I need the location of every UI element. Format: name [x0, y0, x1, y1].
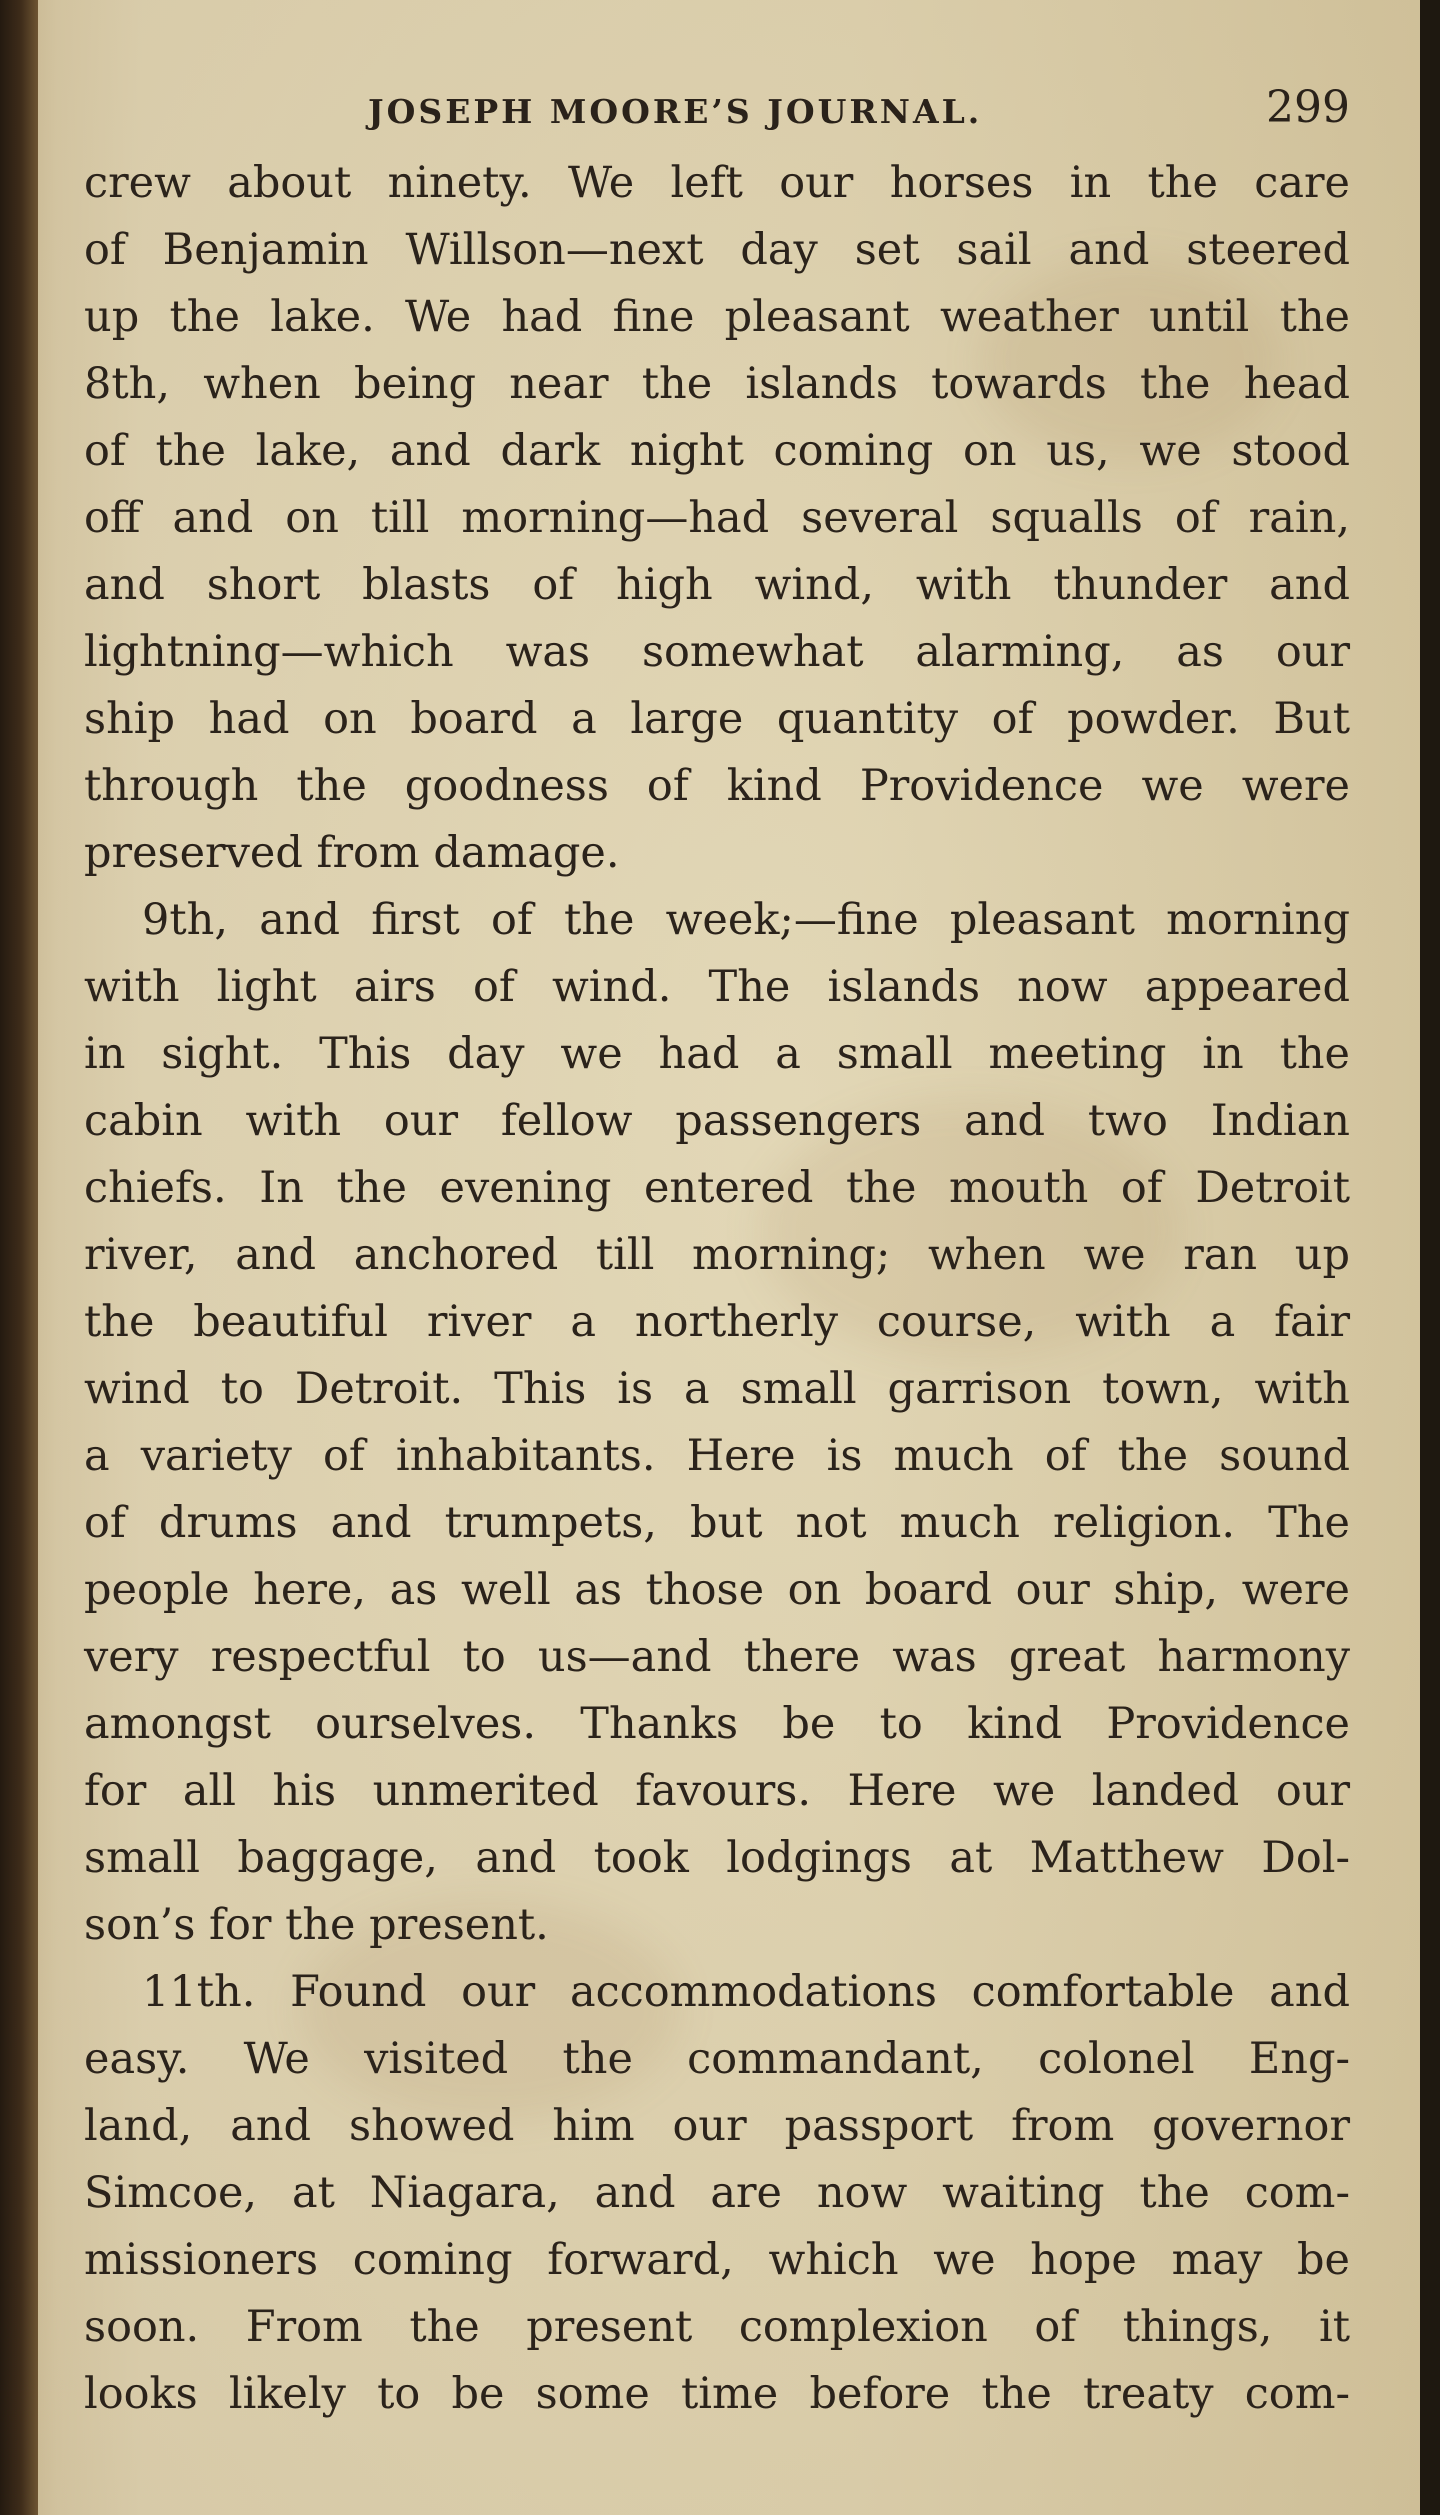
text-line: amongst ourselves. Thanks be to kind Providence	[84, 1699, 1350, 1749]
text-line: Simcoe, at Niagara, and are now waiting the com-	[84, 2168, 1350, 2218]
text-line: and short blasts of high wind, with thunder and	[84, 560, 1350, 610]
text-line: chiefs. In the evening entered the mouth of Detroit	[84, 1163, 1350, 1213]
text-line: missioners coming forward, which we hope may be	[84, 2235, 1350, 2285]
running-head: JOSEPH MOORE’S JOURNAL.	[368, 92, 983, 131]
text-line: preserved from damage.	[84, 828, 620, 878]
text-line: with light airs of wind. The islands now appeared	[84, 962, 1350, 1012]
text-line: off and on till morning—had several squalls of rain,	[84, 493, 1350, 543]
book-binding-edge	[0, 0, 38, 2515]
text-line: of drums and trumpets, but not much religion. The	[84, 1498, 1350, 1548]
text-line: for all his unmerited favours. Here we landed our	[84, 1766, 1350, 1816]
text-line: land, and showed him our passport from governor	[84, 2101, 1350, 2151]
text-line: son’s for the present.	[84, 1900, 549, 1950]
text-line: people here, as well as those on board our ship, were	[84, 1565, 1350, 1615]
text-line: 8th, when being near the islands towards the head	[84, 359, 1350, 409]
text-line: cabin with our fellow passengers and two Indian	[84, 1096, 1350, 1146]
text-line: ship had on board a large quantity of powder. But	[84, 694, 1350, 744]
text-line: wind to Detroit. This is a small garrison town, with	[84, 1364, 1350, 1414]
paragraph-start: 9th, and first of the week;—fine pleasant morning	[142, 895, 1350, 945]
text-line: river, and anchored till morning; when we ran up	[84, 1230, 1350, 1280]
text-line: soon. From the present complexion of things, it	[84, 2302, 1350, 2352]
page-number: 299	[1266, 82, 1350, 133]
text-line: very respectful to us—and there was great harmony	[84, 1632, 1350, 1682]
text-line: through the goodness of kind Providence we were	[84, 761, 1350, 811]
page-header	[88, 82, 1350, 142]
text-line: of the lake, and dark night coming on us, we stood	[84, 426, 1350, 476]
journal-text	[84, 150, 1350, 2428]
text-line: up the lake. We had fine pleasant weather until the	[84, 292, 1350, 342]
text-line: easy. We visited the commandant, colonel Eng-	[84, 2034, 1350, 2084]
text-line: crew about ninety. We left our horses in the care	[84, 158, 1350, 208]
text-line: a variety of inhabitants. Here is much of the sound	[84, 1431, 1350, 1481]
text-line: in sight. This day we had a small meeting in the	[84, 1029, 1350, 1079]
text-line: small baggage, and took lodgings at Matthew Dol-	[84, 1833, 1350, 1883]
text-line: looks likely to be some time before the treaty com-	[84, 2369, 1350, 2419]
paragraph-start: 11th. Found our accommodations comfortable and	[142, 1967, 1350, 2017]
text-line: lightning—which was somewhat alarming, as our	[84, 627, 1350, 677]
text-line: the beautiful river a northerly course, with a fair	[84, 1297, 1350, 1347]
text-line: of Benjamin Willson—next day set sail and steered	[84, 225, 1350, 275]
